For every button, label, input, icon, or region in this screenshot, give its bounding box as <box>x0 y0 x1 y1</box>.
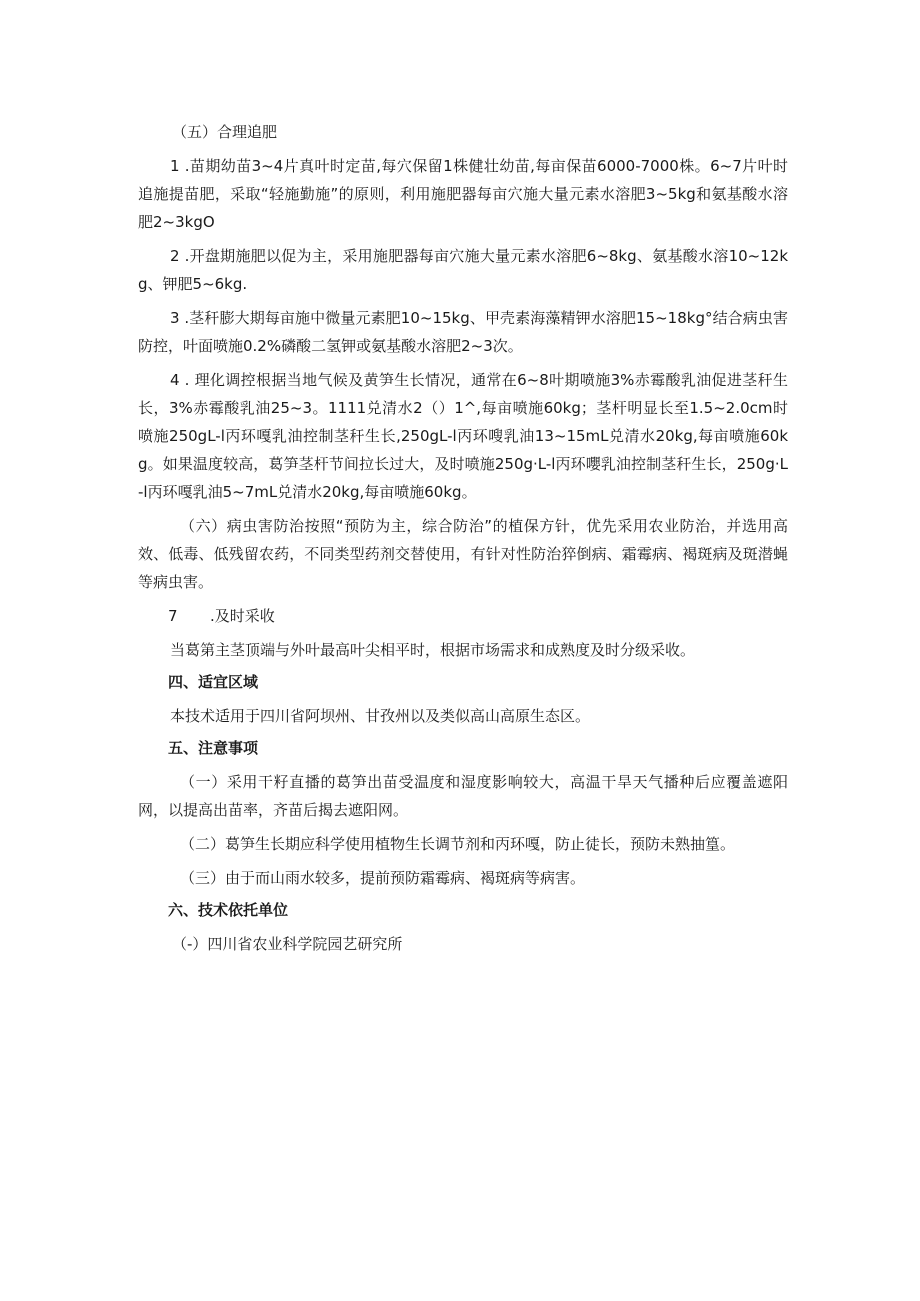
item-7-line <box>138 602 788 630</box>
heading-support-unit: 六、技术依托单位 <box>168 901 289 919</box>
document-body <box>138 118 788 958</box>
paragraph-note-1: （一）采用干籽直播的葛笋出苗受温度和湿度影响较大，高温干旱天气播种后应覆盖遮阳网，以提高出苗率，齐苗后揭去遮阳网。 <box>138 773 788 819</box>
paragraph-note-2: （二）葛笋生长期应科学使用植物生长调节剂和丙环嘎，防止徒长，预防未熟抽篁。 <box>180 835 736 853</box>
heading-notes: 五、注意事项 <box>168 739 259 757</box>
paragraph-harvest: 当葛第主茎顶端与外叶最高叶尖相平时，根据市场需求和成熟度及时分级采收。 <box>170 641 696 659</box>
paragraph-section-6: （六）病虫害防治按照“预防为主，综合防治”的植保方针，优先采用农业防治，并选用高效、低毒、低残留农药，不同类型药剂交替使用，有针对性防治猝倒病、霜霉病、褐斑病及斑潜蝇等病虫害。 <box>138 517 788 591</box>
item-7-text: .及时采收 <box>210 607 275 625</box>
paragraph-unit-1: （-）四川省农业科学院园艺研究所 <box>172 935 403 953</box>
paragraph-item-1: 1 .苗期幼苗3~4片真叶时定苗,每穴保留1株健壮幼苗,每亩保苗6000-7000株。6~7片叶时追施提苗肥，采取“轻施勤施”的原则，利用施肥器每亩穴施大量元素水溶肥3~5kg和氨基酸水溶肥2~3kgO <box>138 157 788 231</box>
paragraph-item-4: 4 . 理化调控根据当地气候及黄笋生长情况，通常在6~8叶期喷施3%赤霉酸乳油促进茎秆生长，3%赤霉酸乳油25~3。1111兑清水2（）1^,每亩喷施60kg；茎杆明显长至1.5~2.0cm时喷施250gL-l丙环嘎乳油控制茎秆生长,250gL-l丙环嗖乳油13~15mL兑清水20kg,每亩喷施60kg。如果温度较高，葛笋茎杆节间拉长过大，及时喷施250g·L-l丙环嚶乳油控制茎秆生长，250g·L-l丙环嘎乳油5~7mL兑清水20kg,每亩喷施60kg。 <box>138 371 788 501</box>
item-7-number: 7 <box>168 607 178 625</box>
section-5-title: （五）合理追肥 <box>172 123 278 141</box>
paragraph-note-3: （三）由于而山雨水较多，提前预防霜霉病、褐斑病等病害。 <box>180 869 586 887</box>
paragraph-item-2: 2 .开盘期施肥以促为主，采用施肥器每亩穴施大量元素水溶肥6~8kg、氨基酸水溶10~12kg、钾肥5~6kg. <box>138 247 788 293</box>
heading-region: 四、适宜区域 <box>168 673 259 691</box>
paragraph-item-3: 3 .茎秆膨大期每亩施中微量元素肥10~15kg、甲壳素海藻精钾水溶肥15~18kg°结合病虫害防控，叶面喷施0.2%磷酸二氢钾或氨基酸水溶肥2~3次。 <box>138 309 788 355</box>
paragraph-region: 本技术适用于四川省阿坝州、甘孜州以及类似高山高原生态区。 <box>170 707 591 725</box>
